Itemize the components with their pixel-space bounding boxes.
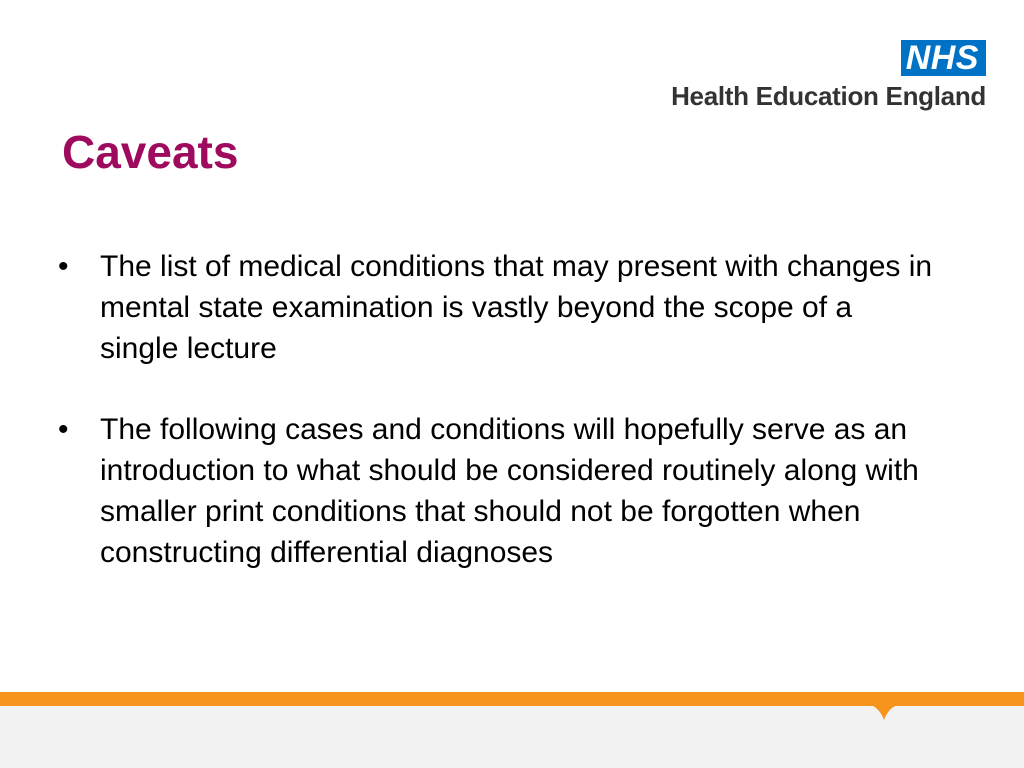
bullet-text: The list of medical conditions that may present with changes in mental state examination is vastly beyond the scope of a single lecture [100,250,933,365]
slide-title: Caveats [62,126,239,178]
bullet-marker: • [58,250,69,283]
organization-name: Health Education England [671,81,986,111]
bullet-item [58,246,938,369]
nhs-logo-box: NHS [901,40,986,76]
bullet-list [58,246,938,613]
nhs-hee-logo [671,40,986,110]
bullet-text: The following cases and conditions will hopefully serve as an introduction to what should be considered routinely along with smaller print conditions that should not be forgotten when constructing differential diagnoses [100,413,919,569]
bullet-marker: • [58,413,69,446]
bullet-item [58,409,938,573]
footer-notch-shape [864,704,904,720]
